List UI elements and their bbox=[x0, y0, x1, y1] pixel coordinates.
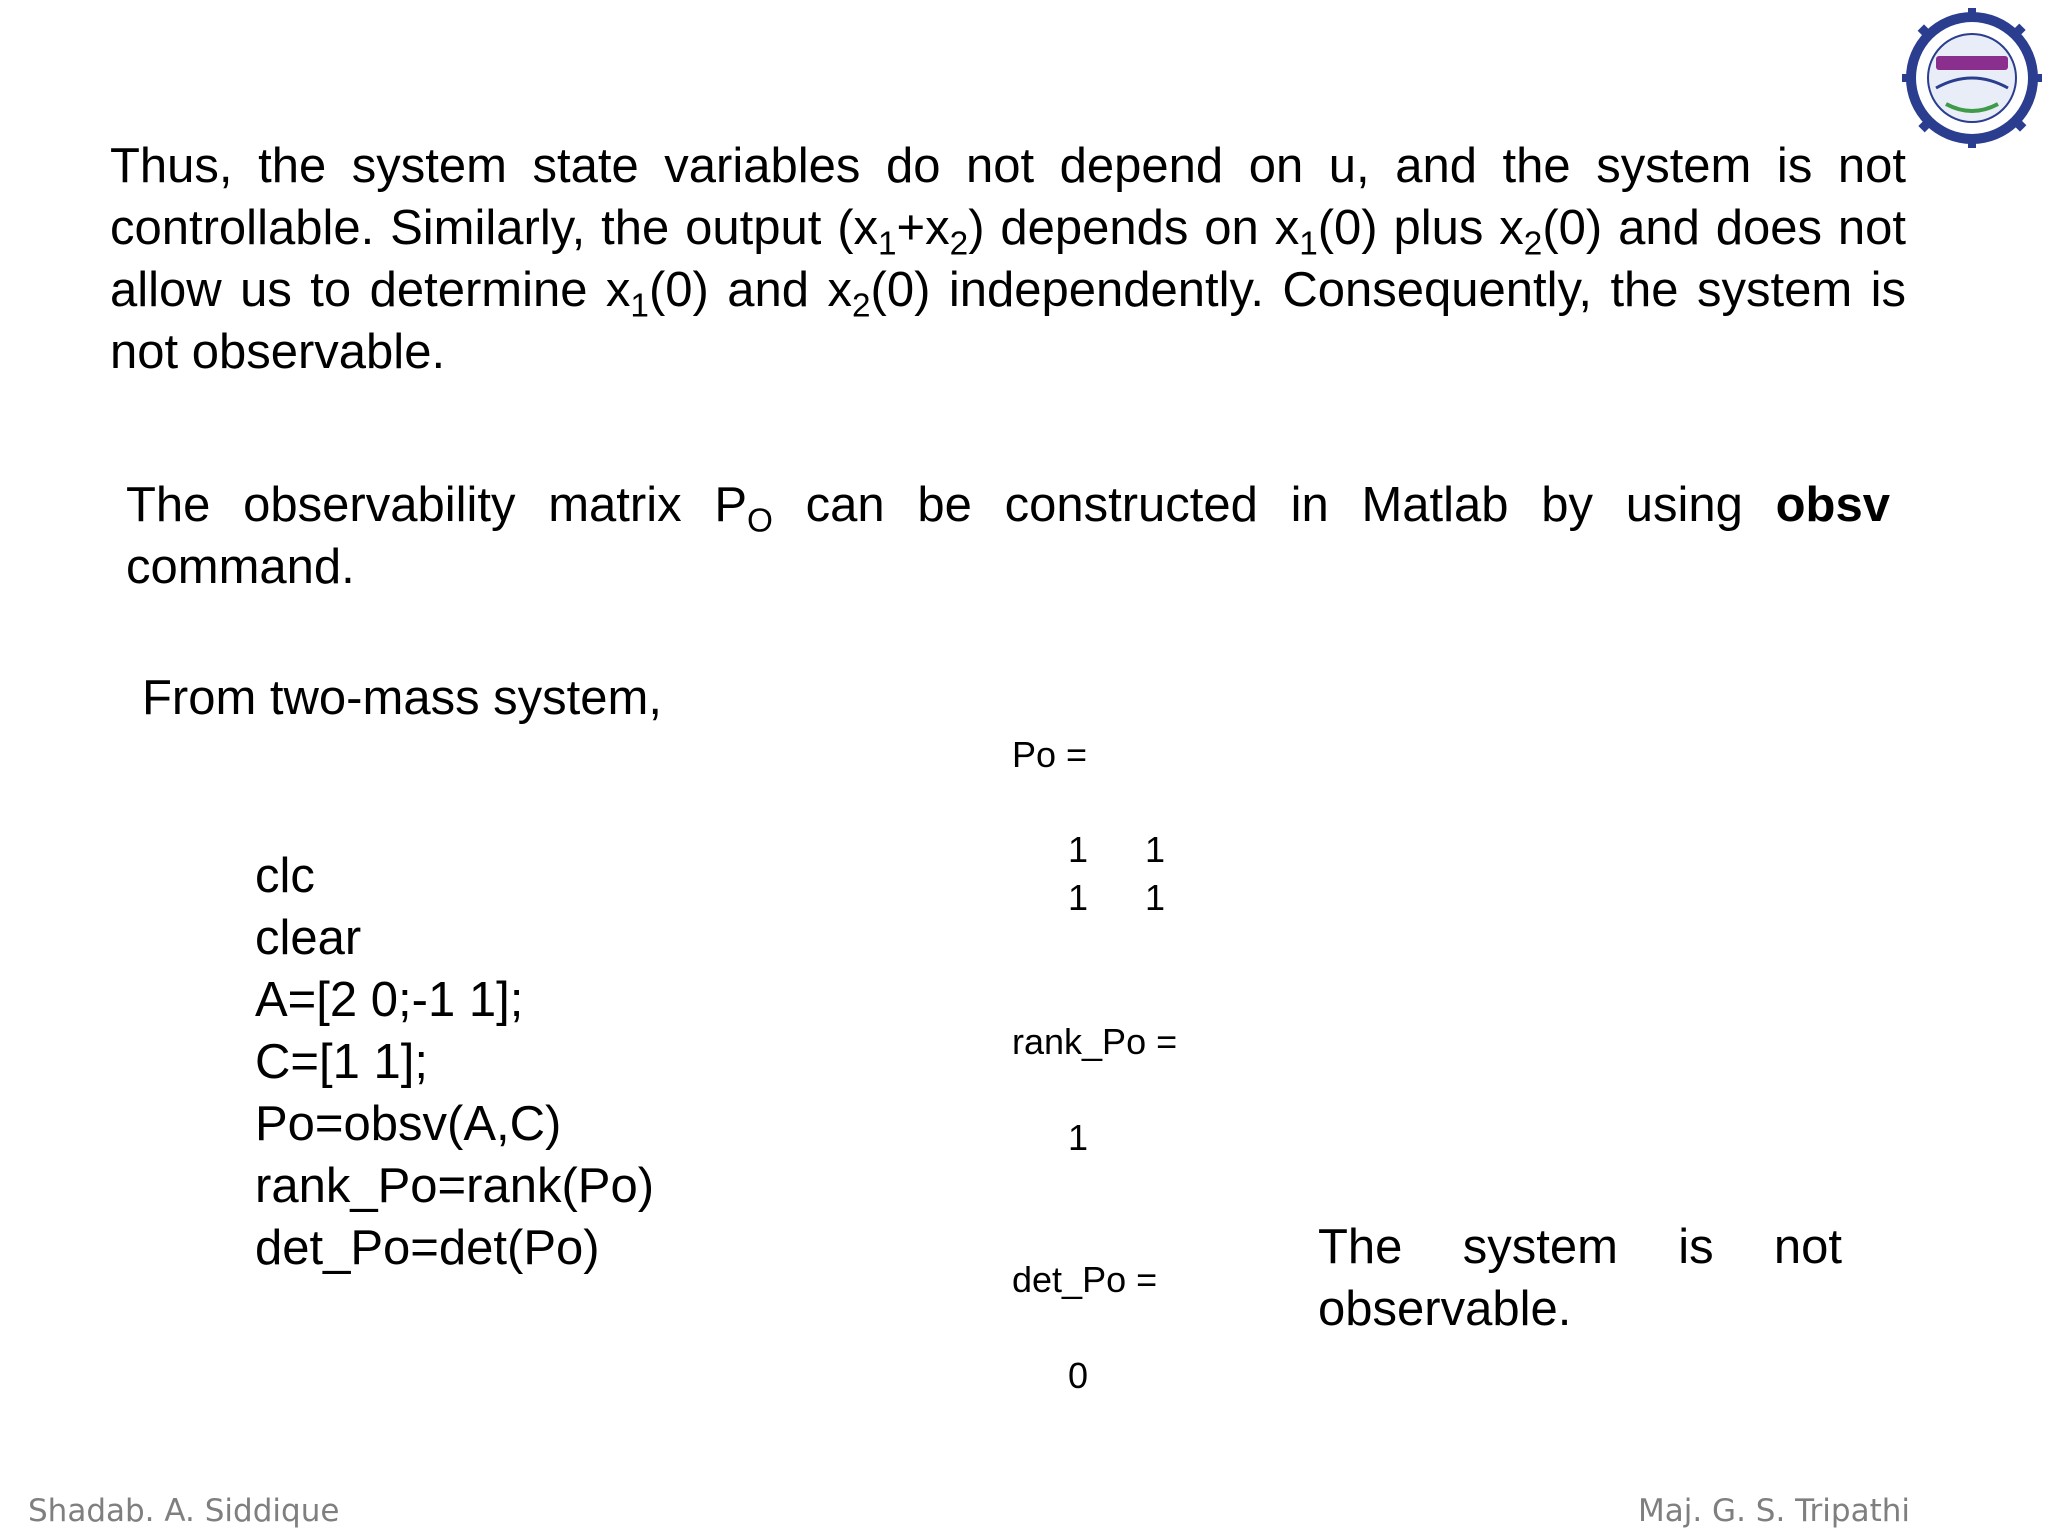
matrix-cell: 1 bbox=[1068, 829, 1089, 870]
det-output-value: 0 bbox=[1068, 1355, 1089, 1396]
matrix-cell: 1 bbox=[1068, 877, 1089, 918]
paragraph-controllability: Thus, the system state variables do not depend on u, and the system is not controllable. Similarly, the output $(x_1+x_2)$ depends on $x_1(0)$ plus $x_2(0)$ and does not allow us to determine $x_1(0)$ and $x_2(0)$ independently. Consequently, the system is not observable. bbox=[110, 139, 1906, 379]
matrix-cell: 1 bbox=[1145, 829, 1166, 870]
rank-output-label: rank_Po = bbox=[1012, 1021, 1178, 1062]
footer-author-right: Maj. G. S. Tripathi bbox=[1637, 1493, 1910, 1529]
logo-banner bbox=[1936, 56, 2008, 70]
code-line: Po=obsv(A,C) bbox=[255, 1097, 562, 1151]
matrix-cell: 1 bbox=[1145, 877, 1166, 918]
po-matrix-row bbox=[1068, 876, 1222, 920]
po-output-label: Po = bbox=[1012, 734, 1088, 775]
university-logo bbox=[1902, 8, 2042, 148]
code-line: A=[2 0;-1 1]; bbox=[255, 973, 524, 1027]
intro-text: From two-mass system, bbox=[142, 671, 662, 725]
det-output-label: det_Po = bbox=[1012, 1259, 1158, 1300]
conclusion-text: The system is not observable. bbox=[1318, 1220, 1842, 1336]
footer-author-left: Shadab. A. Siddique bbox=[28, 1493, 340, 1529]
paragraph-observability-matrix: The observability matrix $P_O$ can be constructed in Matlab by using obsv command. bbox=[126, 478, 1890, 594]
po-matrix-row bbox=[1068, 828, 1222, 872]
code-line: clear bbox=[255, 911, 362, 965]
code-line: det_Po=det(Po) bbox=[255, 1221, 600, 1275]
code-line: clc bbox=[255, 849, 315, 903]
rank-output-value: 1 bbox=[1068, 1117, 1089, 1158]
code-line: C=[1 1]; bbox=[255, 1035, 428, 1089]
code-line: rank_Po=rank(Po) bbox=[255, 1159, 655, 1213]
obsv-command: obsv bbox=[1775, 478, 1890, 532]
matlab-code-block bbox=[255, 845, 654, 1279]
